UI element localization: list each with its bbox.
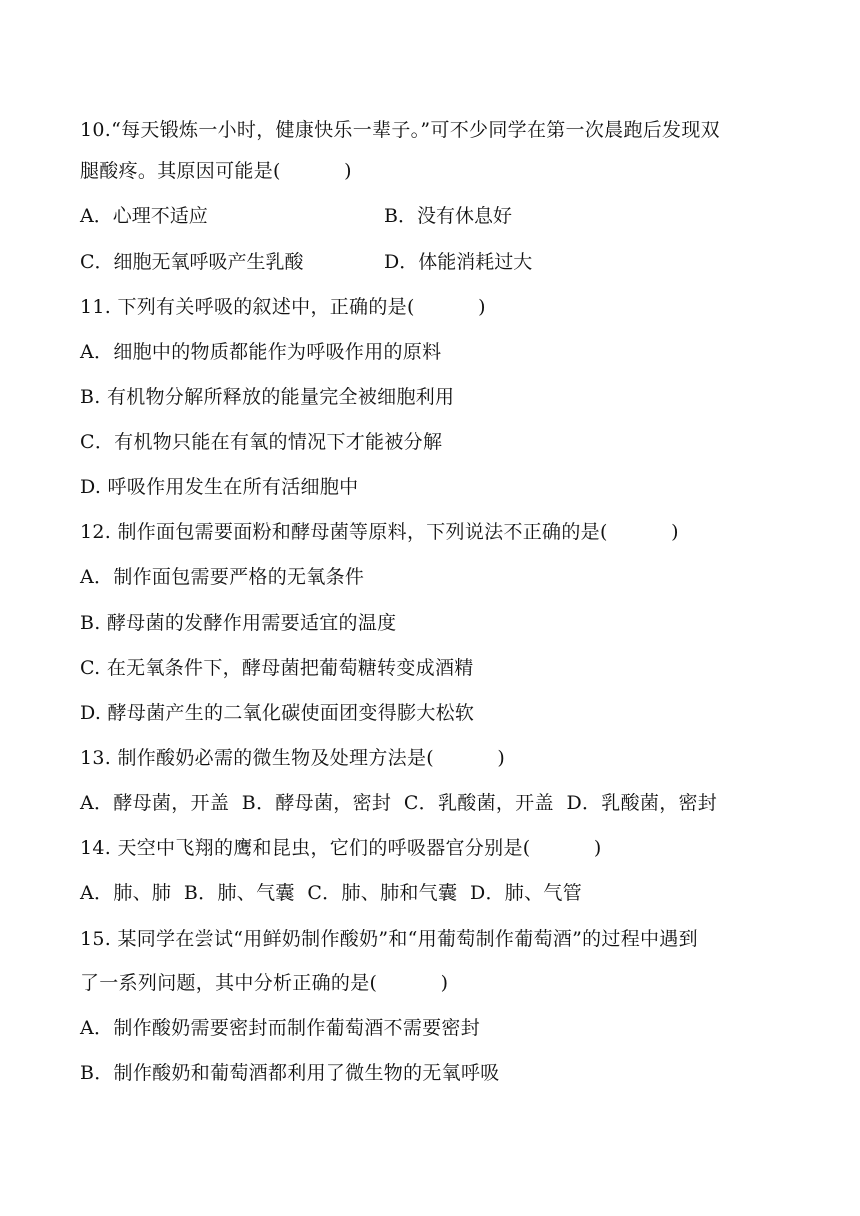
question-12-option-d: D. 酵母菌产生的二氧化碳使面团变得膨大松软 [80,702,475,724]
question-10-option-b: B．没有休息好 [384,205,512,227]
question-14-stem: 14. 天空中飞翔的鹰和昆虫，它们的呼吸器官分别是( ) [80,837,602,859]
question-12-option-b: B. 酵母菌的发酵作用需要适宜的温度 [80,612,397,634]
question-10-stem-line1: 10.“每天锻炼一小时，健康快乐一辈子。”可不少同学在第一次晨跑后发现双 [80,119,720,141]
question-14-options: A．肺、肺 B．肺、气囊 C．肺、肺和气囊 D．肺、气管 [80,882,582,904]
question-10-option-c: C．细胞无氧呼吸产生乳酸 [80,251,304,273]
question-15-option-a: A．制作酸奶需要密封而制作葡萄酒不需要密封 [80,1017,481,1039]
question-12-option-a: A．制作面包需要严格的无氧条件 [80,566,365,588]
question-15-stem-line1: 15. 某同学在尝试“用鲜奶制作酸奶”和“用葡萄制作葡萄酒”的过程中遇到 [80,928,698,950]
question-11-stem: 11. 下列有关呼吸的叙述中，正确的是( ) [80,296,486,318]
question-11-option-c: C．有机物只能在有氧的情况下才能被分解 [80,431,443,453]
question-15-stem-line2: 了一系列问题，其中分析正确的是( ) [80,972,449,994]
question-11-option-a: A．细胞中的物质都能作为呼吸作用的原料 [80,341,442,363]
question-13-options: A．酵母菌，开盖 B．酵母菌，密封 C．乳酸菌，开盖 D．乳酸菌，密封 [80,792,718,814]
question-11-option-b: B. 有机物分解所释放的能量完全被细胞利用 [80,386,455,408]
question-13-stem: 13. 制作酸奶必需的微生物及处理方法是( ) [80,747,506,769]
question-11-option-d: D. 呼吸作用发生在所有活细胞中 [80,476,359,498]
question-10-option-a: A．心理不适应 [80,205,208,227]
question-15-option-b: B．制作酸奶和葡萄酒都利用了微生物的无氧呼吸 [80,1062,500,1084]
question-12-option-c: C. 在无氧条件下，酵母菌把葡萄糖转变成酒精 [80,657,474,679]
question-10-option-d: D．体能消耗过大 [384,251,533,273]
question-10-stem-line2: 腿酸疼。其原因可能是( ) [80,160,352,182]
question-12-stem: 12. 制作面包需要面粉和酵母菌等原料，下列说法不正确的是( ) [80,521,679,543]
